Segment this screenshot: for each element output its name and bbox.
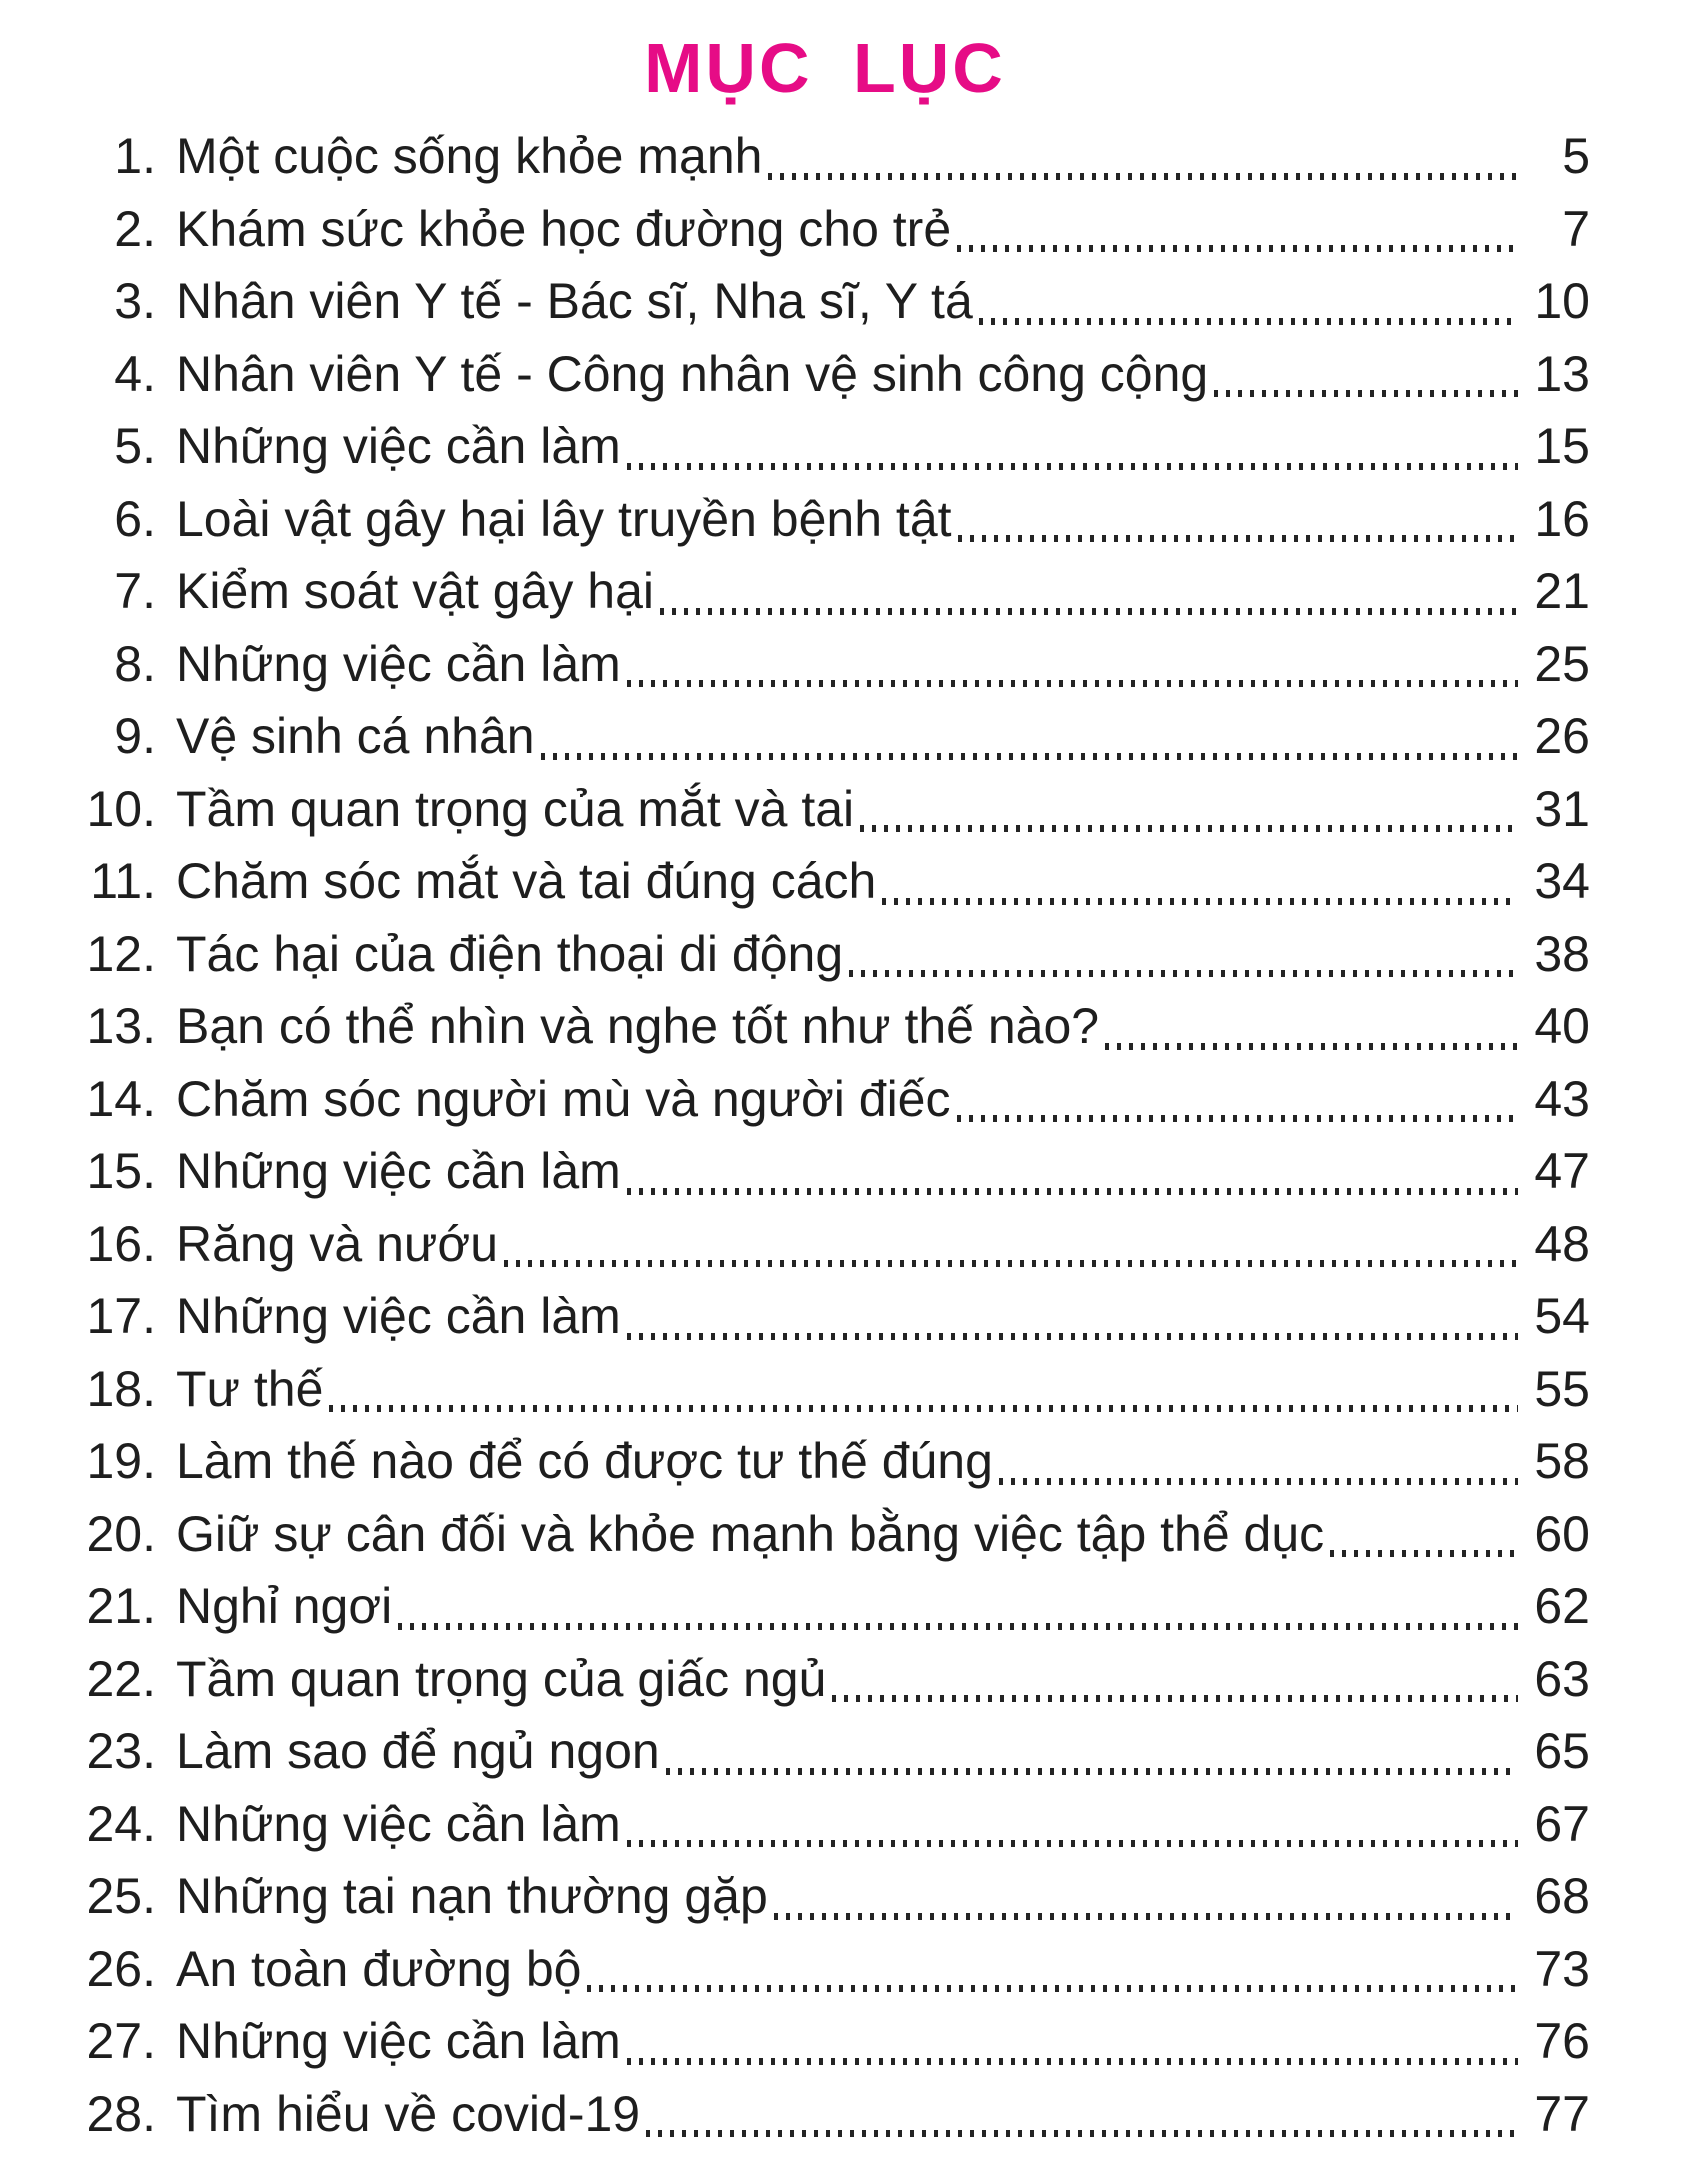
toc-entry-page: 26 (1534, 708, 1590, 764)
toc-entry-page: 15 (1534, 418, 1590, 474)
toc-entry-title: Tầm quan trọng của giấc ngủ (176, 1650, 827, 1707)
toc-entry (60, 265, 1590, 338)
toc-entry (60, 2078, 1590, 2151)
toc-entry (60, 1498, 1590, 1571)
toc-entry-title: Những việc cần làm (176, 418, 621, 474)
toc-entry (60, 338, 1590, 411)
toc-entry-title: Những việc cần làm (176, 1795, 621, 1852)
toc-entry-title: Loài vật gây hại lây truyền bệnh tật (176, 490, 952, 547)
toc-entry-title: Tìm hiểu về covid-19 (176, 2085, 641, 2142)
toc-entry (60, 773, 1590, 846)
toc-entry-page: 68 (1534, 1868, 1590, 1924)
toc-entry-title: Nghỉ ngơi (176, 1578, 393, 1634)
toc-entry-number: 2. (114, 200, 156, 257)
dot-leader-divider (979, 318, 1518, 325)
toc-entry-title: Vệ sinh cá nhân (176, 708, 535, 764)
toc-entry-page: 48 (1534, 1215, 1590, 1272)
dot-leader-divider (627, 680, 1518, 687)
dot-leader-divider (768, 173, 1518, 180)
dot-leader-divider (958, 535, 1518, 542)
toc-entry-number: 5. (114, 418, 156, 474)
toc-entry-number: 1. (114, 128, 156, 184)
dot-leader-divider (627, 2058, 1518, 2065)
toc-entry-number: 18. (86, 1360, 156, 1417)
toc-entry-page: 73 (1534, 1940, 1590, 1997)
toc-entry-page: 13 (1534, 345, 1590, 402)
toc-entry (60, 555, 1590, 628)
dot-leader-divider (541, 753, 1518, 760)
toc-entry-title: An toàn đường bộ (176, 1940, 582, 1997)
toc-entry-page: 60 (1534, 1505, 1590, 1562)
toc-entry-title: Làm sao để ngủ ngon (176, 1723, 660, 1779)
toc-entry-page: 40 (1534, 998, 1590, 1054)
dot-leader-divider (957, 245, 1518, 252)
toc-entry-page: 55 (1534, 1360, 1590, 1417)
toc-entry-number: 8. (114, 635, 156, 692)
toc-entry (60, 628, 1590, 701)
page-title: MỤC LỤC (644, 29, 1006, 107)
toc-entry-page: 34 (1534, 853, 1590, 909)
toc-entry-title: Những việc cần làm (176, 1143, 621, 1199)
toc-entry (60, 1860, 1590, 1933)
toc-entry-title: Những tai nạn thường gặp (176, 1868, 768, 1924)
toc-entry (60, 120, 1590, 193)
dot-leader-divider (627, 1840, 1518, 1847)
dot-leader-divider (1214, 390, 1518, 397)
toc-entry-page: 5 (1562, 128, 1590, 184)
toc-entry-page: 77 (1534, 2085, 1590, 2142)
toc-entry-number: 16. (86, 1215, 156, 1272)
toc-entry-page: 25 (1534, 635, 1590, 692)
toc-entry (60, 1715, 1590, 1788)
dot-leader-divider (774, 1913, 1518, 1920)
dot-leader-divider (627, 1188, 1518, 1195)
dot-leader-divider (398, 1623, 1518, 1630)
toc-entry-title: Tác hại của điện thoại di động (176, 925, 844, 982)
toc-entry-number: 22. (86, 1650, 156, 1707)
toc-entry-title: Những việc cần làm (176, 635, 621, 692)
toc-entry-title: Một cuộc sống khỏe mạnh (176, 128, 763, 184)
dot-leader-divider (627, 1333, 1518, 1340)
toc-entry-number: 19. (86, 1433, 156, 1489)
toc-entry (60, 410, 1590, 483)
toc-entry-title: Chăm sóc mắt và tai đúng cách (176, 853, 877, 909)
toc-entry-title: Kiểm soát vật gây hại (176, 563, 655, 619)
toc-entry-page: 63 (1534, 1650, 1590, 1707)
toc-entry-title: Răng và nướu (176, 1215, 498, 1272)
toc-entry (60, 1788, 1590, 1861)
toc-entry-page: 16 (1534, 490, 1590, 547)
toc-entry-page: 38 (1534, 925, 1590, 982)
toc-entry-number: 20. (86, 1505, 156, 1562)
toc-entry (60, 1135, 1590, 1208)
toc-entry (60, 1570, 1590, 1643)
toc-entry (60, 990, 1590, 1063)
dot-leader-divider (882, 898, 1518, 905)
dot-leader-divider (627, 463, 1518, 470)
dot-leader-divider (660, 608, 1518, 615)
toc-entry-title: Bạn có thể nhìn và nghe tốt như thế nào? (176, 998, 1100, 1054)
toc-entry-page: 54 (1534, 1288, 1590, 1344)
toc-entry (60, 1353, 1590, 1426)
toc-entry-number: 25. (86, 1868, 156, 1924)
toc-entry-number: 26. (86, 1940, 156, 1997)
toc-entry-page: 62 (1534, 1578, 1590, 1634)
toc-entry-page: 7 (1562, 200, 1590, 257)
toc-entry-number: 4. (114, 345, 156, 402)
toc-entry-page: 76 (1534, 2013, 1590, 2069)
dot-leader-divider (832, 1695, 1518, 1702)
toc-entry-number: 14. (86, 1070, 156, 1127)
dot-leader-divider (860, 825, 1518, 832)
toc-entry-title: Tầm quan trọng của mắt và tai (176, 780, 855, 837)
toc-entry-title: Nhân viên Y tế - Bác sĩ, Nha sĩ, Y tá (176, 273, 973, 329)
toc-entry (60, 1280, 1590, 1353)
toc-entry (60, 1208, 1590, 1281)
toc-entry-title: Nhân viên Y tế - Công nhân vệ sinh công cộng (176, 345, 1209, 402)
toc-entry-number: 21. (86, 1578, 156, 1634)
toc-entry-title: Tư thế (176, 1360, 324, 1417)
dot-leader-divider (1330, 1550, 1518, 1557)
toc-entry-page: 31 (1534, 780, 1590, 837)
dot-leader-divider (587, 1985, 1518, 1992)
toc-entry-page: 65 (1534, 1723, 1590, 1779)
toc-entry-number: 27. (86, 2013, 156, 2069)
toc-entry (60, 1933, 1590, 2006)
dot-leader-divider (999, 1478, 1518, 1485)
toc-entry-page: 58 (1534, 1433, 1590, 1489)
toc-entry-title: Những việc cần làm (176, 2013, 621, 2069)
toc-entry-title: Làm thế nào để có được tư thế đúng (176, 1433, 993, 1489)
dot-leader-divider (1105, 1043, 1518, 1050)
toc-entry (60, 483, 1590, 556)
toc-entry-number: 12. (86, 925, 156, 982)
toc-entry (60, 918, 1590, 991)
dot-leader-divider (957, 1115, 1519, 1122)
toc-entry-number: 3. (114, 273, 156, 329)
dot-leader-divider (666, 1768, 1518, 1775)
toc-entry-number: 24. (86, 1795, 156, 1852)
toc-entry-title: Những việc cần làm (176, 1288, 621, 1344)
toc-entry (60, 1425, 1590, 1498)
toc-entry-title: Chăm sóc người mù và người điếc (176, 1070, 951, 1127)
dot-leader-divider (646, 2130, 1518, 2137)
toc-entry (60, 2005, 1590, 2078)
toc-entry-title: Khám sức khỏe học đường cho trẻ (176, 200, 952, 257)
toc-entry (60, 1063, 1590, 1136)
toc-entry (60, 1643, 1590, 1716)
dot-leader-divider (504, 1260, 1518, 1267)
toc-entry-page: 21 (1534, 563, 1590, 619)
toc-entry-number: 17. (86, 1288, 156, 1344)
toc-entry-page: 10 (1534, 273, 1590, 329)
toc-entry (60, 845, 1590, 918)
toc-entry-page: 47 (1534, 1143, 1590, 1199)
toc-entry-number: 13. (86, 998, 156, 1054)
toc-entry-page: 43 (1534, 1070, 1590, 1127)
toc-entry-number: 28. (86, 2085, 156, 2142)
toc-entry-number: 9. (114, 708, 156, 764)
toc-list (60, 120, 1590, 2150)
toc-entry-title: Giữ sự cân đối và khỏe mạnh bằng việc tập thể dục (176, 1505, 1325, 1562)
toc-entry (60, 700, 1590, 773)
toc-entry (60, 193, 1590, 266)
toc-entry-number: 23. (86, 1723, 156, 1779)
toc-entry-number: 10. (86, 780, 156, 837)
toc-entry-number: 6. (114, 490, 156, 547)
toc-entry-number: 11. (90, 853, 156, 909)
toc-entry-number: 15. (86, 1143, 156, 1199)
dot-leader-divider (329, 1405, 1518, 1412)
dot-leader-divider (849, 970, 1518, 977)
toc-entry-number: 7. (114, 563, 156, 619)
toc-entry-page: 67 (1534, 1795, 1590, 1852)
